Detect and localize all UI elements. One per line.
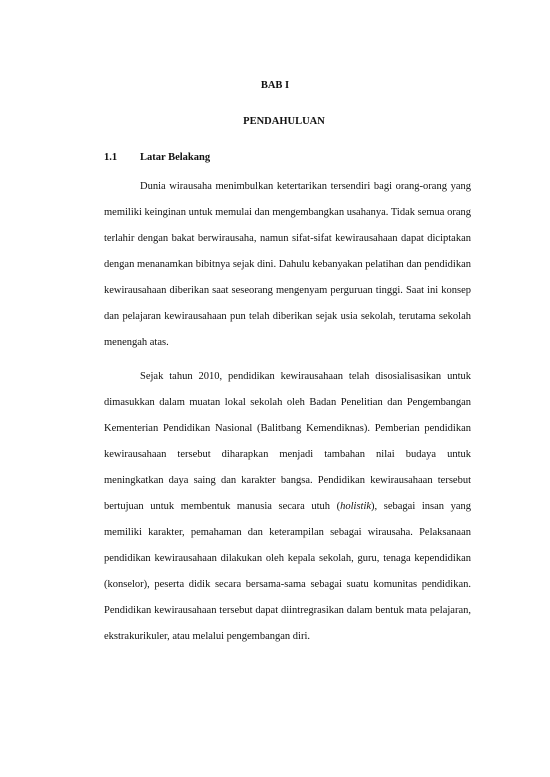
section-heading — [104, 152, 210, 163]
section-title: Latar Belakang — [140, 152, 211, 163]
paragraph-1: Dunia wirausaha menimbulkan ketertarikan tersendiri bagi orang-orang yang memiliki keinginan untuk memulai dan mengembangkan usahanya. Tidak semua orang terlahir dengan bakat berwirausaha, namun sifat-sifat kewirausahaan dapat diciptakan dengan menanamkan bibitnya sejak dini. Dahulu kebanyakan pelatihan dan pendidikan kewirausahaan diberikan saat seseorang mengenyam perguruan tinggi. Saat ini konsep dan pelajaran kewirausahaan pun telah diberikan sejak usia sekolah, terutama sekolah menengah atas. — [104, 181, 471, 348]
chapter-label: BAB I — [260, 80, 290, 91]
paragraph-2-text-end: ), sebagai insan yang memiliki karakter, pemahaman dan keterampilan sebagai wirausaha. Pelaksanaan pendidikan kewirausahaan dilakukan oleh kepala sekolah, guru, tenaga kependidikan (konselor), peserta didik secara bersama-sama sebagai suatu komunitas pendidikan. Pendidikan kewirausahaan tersebut dapat diintregrasikan dalam bentuk mata pelajaran, ekstrakurikuler, atau melalui pengembangan diri. — [104, 501, 471, 642]
chapter-title: PENDAHULUAN — [243, 116, 325, 127]
paragraph-2-text-start: Sejak tahun 2010, pendidikan kewirausahaan telah disosialisasikan untuk dimasukkan dalam muatan lokal sekolah oleh Badan Penelitian dan Pengembangan Kementerian Pendidikan Nasional (Balitbang Kemendiknas). Pemberian pendidikan kewirausahaan tersebut diharapkan menjadi tambahan nilai budaya untuk meningkatkan daya saing dan karakter bangsa. Pendidikan kewirausahaan tersebut bertujuan untuk membentuk manusia secara utuh ( — [104, 371, 471, 512]
italic-term: holistik — [340, 501, 372, 512]
paragraph-2 — [104, 364, 471, 650]
section-number: 1.1 — [104, 152, 118, 163]
